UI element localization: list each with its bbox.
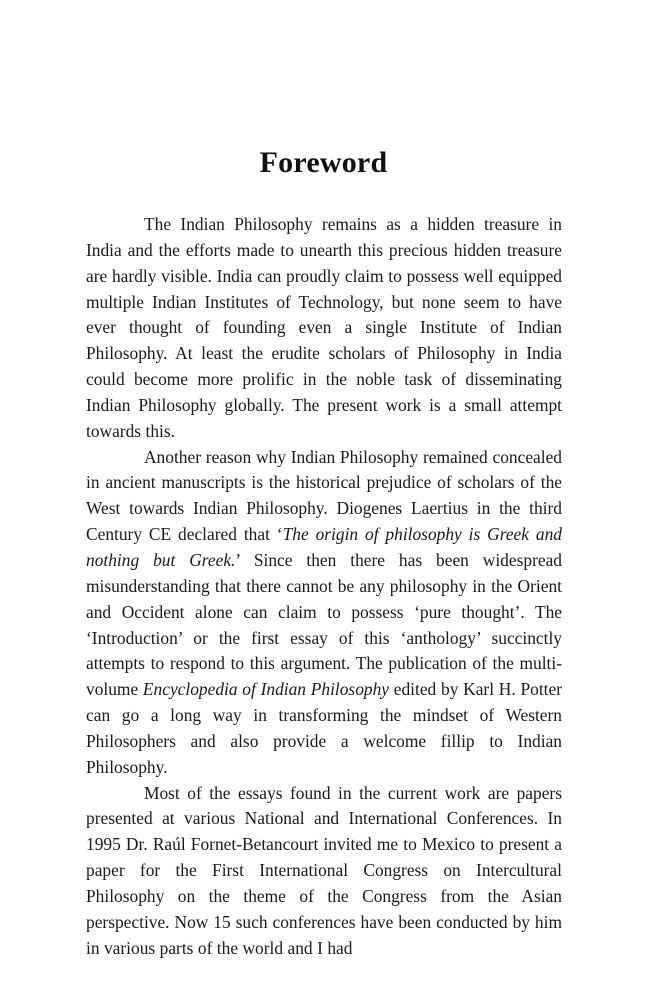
text-run: Most of the essays found in the current work are papers presented at various National and International Conferences. In 1995 Dr. Raúl Fornet-Betancourt invited me to Mexico to present a paper for the First International Congress on Intercultural Philosophy on the theme of the Congress from the Asian perspective. Now 15 such conferences have been conducted by him in various parts of the world and I had [86, 782, 562, 958]
text-run: The Indian Philosophy remains as a hidden treasure in India and the efforts made to unearth this precious hidden treasure are hardly visible. India can proudly claim to possess well equipped multiple Indian Institutes of Technology, but none seem to have ever thought of founding even a single Institute of Indian Philosophy. At least the erudite scholars of Philosophy in India could become more prolific in the noble task of disseminating Indian Philosophy globally. The present work is a small attempt towards this. [86, 214, 562, 441]
text-run: Another reason why Indian Philosophy remained concealed in ancient manuscripts is the historical prejudice of scholars of the West towards Indian Philosophy. Diogenes Laertius in the third Century CE declared that ‘ [86, 446, 562, 545]
italic-run: The origin of philosophy is Greek and nothing but Greek. [86, 524, 562, 570]
page-title: Foreword [259, 146, 388, 180]
paragraph-3 [86, 781, 562, 962]
italic-run: Encyclopedia of Indian Philosophy [142, 679, 389, 700]
body-text-column [86, 212, 562, 961]
paragraph-1 [86, 212, 562, 445]
paragraph-2 [86, 445, 562, 781]
text-run: ’ Since then there has been widespread misunderstanding that there cannot be any philosophy in the Orient and Occident alone can claim to possess ‘pure thought’. The ‘Introduction’ or the first essay of this ‘anthology’ succinctly attempts to respond to this argument. The publication of the multi-volume [86, 549, 562, 700]
text-run: edited by Karl H. Potter can go a long way in transforming the mindset of Western Philosophers and also provide a welcome fillip to Indian Philosophy. [86, 679, 562, 777]
